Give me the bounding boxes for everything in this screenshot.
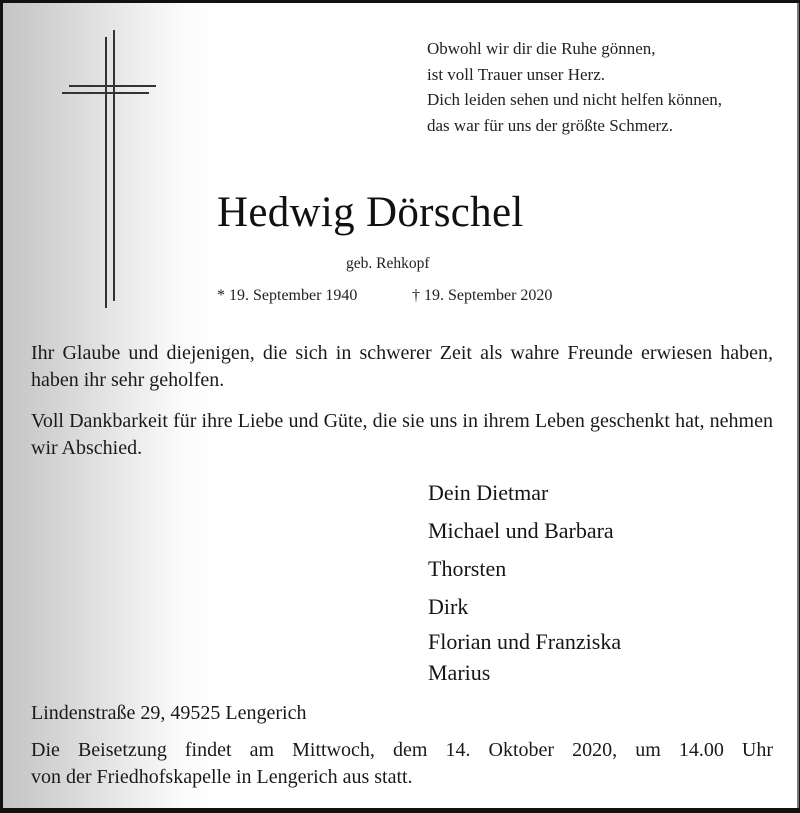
deceased-name: Hedwig Dörschel <box>217 189 524 236</box>
cross-vertical-line-right <box>113 30 115 301</box>
mourner: Marius <box>428 660 491 685</box>
poem-line: das war für uns der größte Schmerz. <box>427 115 673 135</box>
poem-line: Dich leiden sehen und nicht helfen können, <box>427 90 723 109</box>
poem-line: ist voll Trauer unser Herz. <box>427 64 606 84</box>
funeral-info-line: von der Friedhofskapelle in Lengerich aus statt. <box>31 766 413 788</box>
cross-vertical-line-left <box>105 37 107 308</box>
paragraph-gratitude: Voll Dankbarkeit für ihre Liebe und Güte, die sie uns in ihrem Leben geschenkt hat, nehmen wir Abschied. <box>31 410 773 459</box>
mourner: Thorsten <box>428 556 507 581</box>
birth-date: * 19. September 1940 <box>217 287 358 304</box>
address: Lindenstraße 29, 49525 Lengerich <box>31 702 307 724</box>
maiden-name: geb. Rehkopf <box>346 255 430 272</box>
mourner: Dirk <box>428 594 469 619</box>
mourner: Florian und Franziska <box>428 629 622 654</box>
poem-line: Obwohl wir dir die Ruhe gönnen, <box>427 39 656 58</box>
cross-horizontal-line-bottom <box>62 92 149 94</box>
cross-horizontal-line-top <box>69 85 156 87</box>
obituary-notice <box>3 3 799 808</box>
poem <box>427 36 722 138</box>
mourner: Dein Dietmar <box>428 480 549 505</box>
death-date: † 19. September 2020 <box>412 287 553 304</box>
mourner: Michael und Barbara <box>428 518 614 543</box>
paragraph-faith: Ihr Glaube und diejenigen, die sich in schwerer Zeit als wahre Freunde erwiesen haben, haben ihr sehr geholfen. <box>31 342 773 391</box>
mourners-list <box>428 474 621 688</box>
funeral-info-line: Die Beisetzung findet am Mittwoch, dem 14. Oktober 2020, um 14.00 Uhr <box>31 739 773 761</box>
funeral-info <box>31 737 773 791</box>
